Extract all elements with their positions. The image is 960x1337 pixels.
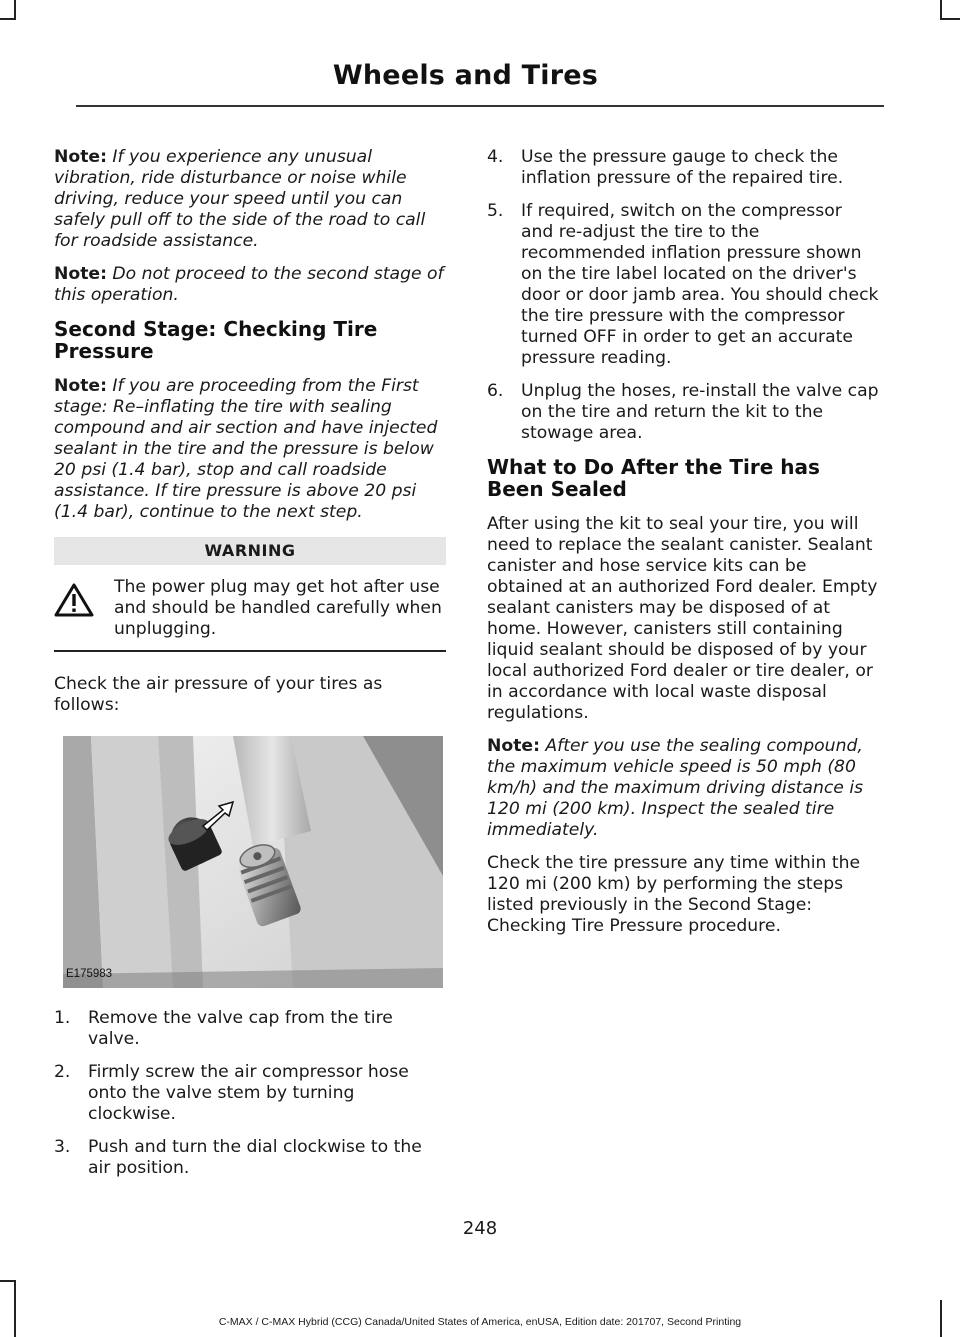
crop-mark: [0, 18, 16, 20]
note-paragraph: [54, 264, 446, 306]
page-title: Wheels and Tires: [332, 60, 598, 91]
warning-title: WARNING: [54, 537, 446, 565]
footer-text: C-MAX / C-MAX Hybrid (CCG) Canada/United States of America, enUSA, Edition date: 201707, Second Printing: [218, 1316, 742, 1328]
list-item: [487, 381, 879, 444]
note-text: If you are proceeding from the First stage: Re–inflating the tire with sealing compound and air section and have injected sealant in the tire and the pressure is below 20 psi (1.4 bar), stop and call roadside assistance. If tire pressure is above 20 psi (1.4 bar), continue to the next step.: [54, 376, 438, 522]
step-text: Unplug the hoses, re-install the valve cap on the tire and return the kit to the stowage area.: [521, 381, 879, 443]
left-column: [54, 147, 446, 1191]
header-rule: [76, 105, 884, 107]
note-paragraph: [487, 736, 879, 841]
warning-box: [54, 537, 446, 652]
list-item: [54, 1137, 446, 1179]
tire-valve-image: [63, 736, 443, 988]
note-label: Note:: [54, 264, 107, 284]
crop-mark: [940, 18, 960, 20]
crop-mark: [0, 1280, 16, 1282]
intro-text: Check the air pressure of your tires as follows:: [54, 674, 383, 715]
step-text: Remove the valve cap from the tire valve.: [88, 1008, 393, 1049]
note-paragraph: [54, 376, 446, 523]
warning-triangle-icon: [54, 583, 94, 617]
step-number: 5.: [487, 201, 504, 221]
step-number: 3.: [54, 1137, 71, 1157]
note-label: Note:: [54, 147, 107, 167]
step-text: Push and turn the dial clockwise to the air position.: [88, 1137, 422, 1178]
figure-id-label: E175983: [66, 968, 113, 980]
body-paragraph: Check the tire pressure any time within the 120 mi (200 km) by performing the steps listed previously in the Second Stage: Checking Tire Pressure procedure.: [487, 853, 861, 936]
note-text: After you use the sealing compound, the maximum vehicle speed is 50 mph (80 km/h) and the maximum driving distance is 120 mi (200 km). Inspect the sealed tire immediately.: [487, 736, 864, 840]
step-number: 2.: [54, 1062, 71, 1082]
note-label: Note:: [487, 736, 540, 756]
step-text: Firmly screw the air compressor hose onto the valve stem by turning clockwise.: [88, 1062, 409, 1124]
list-item: [487, 201, 879, 369]
right-column: [487, 147, 879, 949]
step-number: 4.: [487, 147, 504, 167]
list-item: [487, 147, 879, 189]
note-label: Note:: [54, 376, 107, 396]
warning-text: The power plug may get hot after use and should be handled carefully when unplugging.: [114, 577, 442, 639]
note-text: If you experience any unusual vibration, ride disturbance or noise while driving, reduce your speed until you can safely pull off to the side of the road to call for roadside assistance.: [54, 147, 426, 251]
crop-mark: [940, 0, 942, 20]
step-number: 6.: [487, 381, 504, 401]
step-text: Use the pressure gauge to check the inflation pressure of the repaired tire.: [521, 147, 844, 188]
section-heading: Second Stage: Checking Tire Pressure: [54, 317, 378, 363]
page-number: 248: [462, 1218, 498, 1239]
steps-list: [487, 147, 879, 444]
steps-list: [54, 1008, 446, 1179]
note-text: Do not proceed to the second stage of this operation.: [54, 264, 444, 305]
note-paragraph: [54, 147, 446, 252]
valve-illustration: [63, 736, 443, 988]
step-text: If required, switch on the compressor and re-adjust the tire to the recommended inflation pressure shown on the tire label located on the driver's door or door jamb area. You should check the tire pressure with the compressor turned OFF in order to get an accurate pressure reading.: [521, 201, 879, 368]
crop-mark: [14, 0, 16, 20]
warning-body: [54, 565, 446, 652]
list-item: [54, 1062, 446, 1125]
list-item: [54, 1008, 446, 1050]
crop-mark: [14, 1280, 16, 1337]
step-number: 1.: [54, 1008, 71, 1028]
body-paragraph: After using the kit to seal your tire, you will need to replace the sealant canister. Sealant canister and hose service kits can be obtained at an authorized Ford dealer. Empty sealant canisters may be disposed of at home. However, canisters still containing liquid sealant should be disposed of by your local authorized Ford dealer or tire dealer, or in accordance with local waste disposal regulations.: [487, 514, 878, 723]
section-heading: What to Do After the Tire has Been Sealed: [487, 455, 820, 501]
